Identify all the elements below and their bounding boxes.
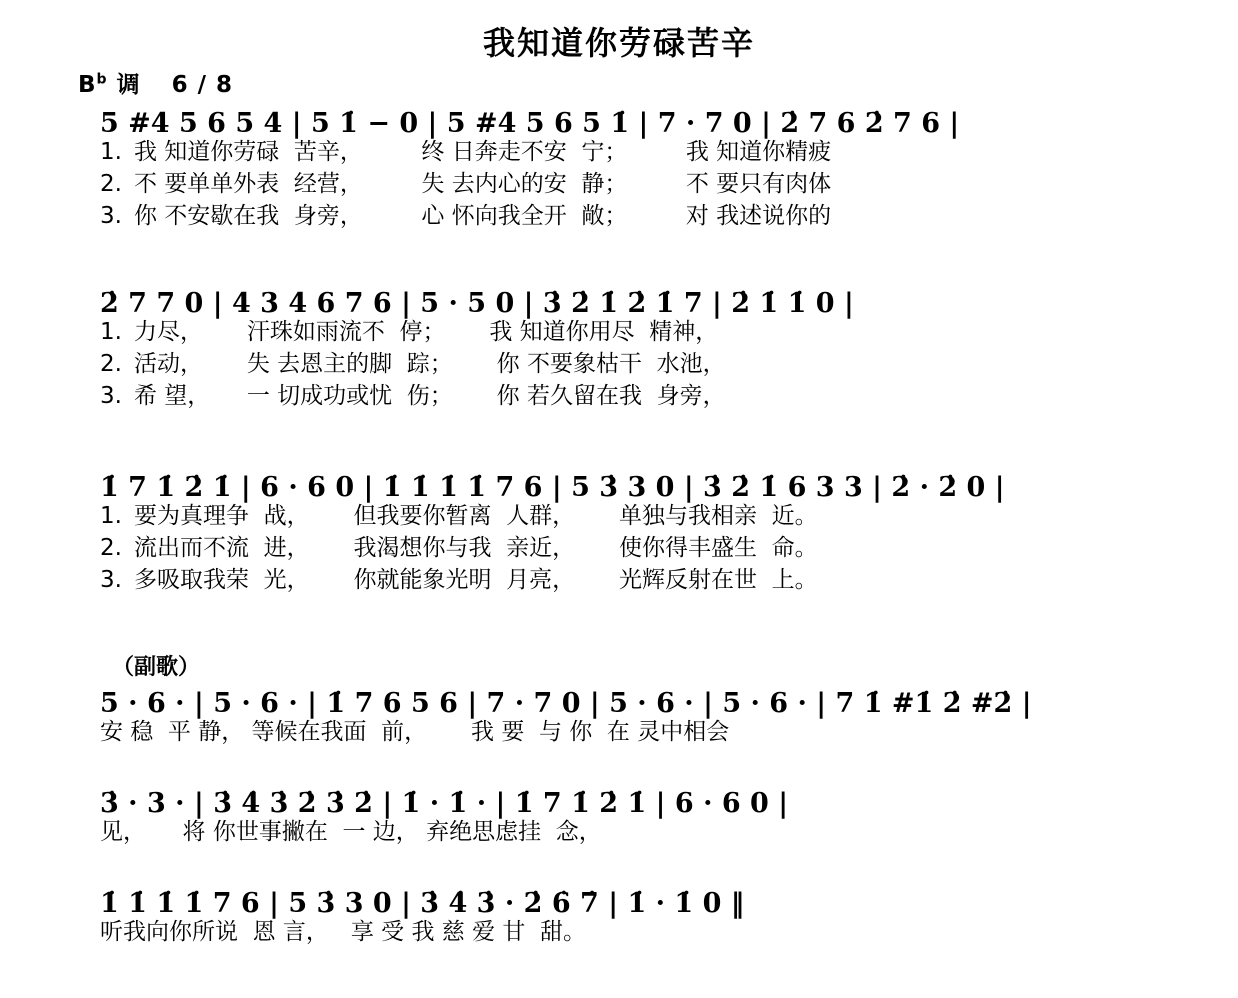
verse-number: 2. (100, 171, 122, 197)
notation-line: 1̇ 7 1̇ 2̇ 1̇ | 6 · 6 0 | 1̇ 1̇ 1̇ 1̇ 7 6 | 5 3̇ 3 0 | 3̇ 2̇ 1̇ 6 3 3 | 2̇ · 2̇ 0 | (100, 472, 1005, 503)
verse-number: 3. (100, 383, 122, 409)
system-1 (100, 110, 1210, 237)
lyric-text: 多吸取我荣 光， 你就能象光明 月亮， 光辉反射在世 上。 (134, 567, 818, 593)
lyric-line (100, 173, 1210, 196)
lyric-line (100, 537, 1210, 560)
lyric-line (100, 569, 1210, 592)
sheet-music-page (0, 18, 1238, 998)
time-signature: 6 / 8 (171, 72, 234, 98)
lyric-line (100, 921, 1210, 944)
lyric-line (100, 821, 1210, 844)
lyric-text: 见， 将 你世事撇在 一 边， 弃绝思虑挂 念， (100, 819, 602, 845)
verse-number: 2. (100, 535, 122, 561)
lyric-line (100, 505, 1210, 528)
system-4 (100, 690, 1210, 753)
lyric-line (100, 353, 1210, 376)
key-letter: B (78, 72, 97, 98)
lyric-line (100, 721, 1210, 744)
page-title: 我知道你劳碌苦辛 (482, 24, 755, 62)
verse-number: 2. (100, 351, 122, 377)
verse-number: 1. (100, 139, 122, 165)
verse-number: 1. (100, 503, 122, 529)
flat-icon: b (96, 71, 108, 88)
notation-line: 5 #4 5 6 5 4 | 5 1̇ − 0 | 5 #4 5 6 5 1̇ | 7 · 7 0 | 2̇ 7 6 2̇ 7 6 | (100, 108, 960, 139)
lyric-line (100, 205, 1210, 228)
lyric-text: 你 不安歇在我 身旁， 心 怀向我全开 敞； 对 我述说你的 (134, 203, 832, 229)
system-6 (100, 890, 1210, 953)
system-5 (100, 790, 1210, 853)
key-signature (78, 66, 233, 99)
chorus-label-text: （副歌） (112, 655, 201, 680)
notation-line: 2̇ 7 7 0 | 4 3 4 6 7 6 | 5 · 5 0 | 3̇ 2̇ 1̇ 2̇ 1̇ 7 | 2̇ 1̇ 1̇ 0 | (100, 288, 854, 319)
system-3 (100, 474, 1210, 601)
notation-line: 3̇ · 3 · | 3̇ 4̇ 3̇ 2̇ 3̇ 2̇ | 1̇ · 1̇ · | 1̇ 7 1̇ 2̇ 1̇ | 6 · 6 0 | (100, 788, 789, 819)
lyric-text: 我 知道你劳碌 苦辛， 终 日奔走不安 宁； 我 知道你精疲 (134, 139, 832, 165)
verse-number: 1. (100, 319, 122, 345)
lyric-line (100, 321, 1210, 344)
lyric-text: 安 稳 平 静， 等候在我面 前， 我 要 与 你 在 灵中相会 (100, 719, 730, 745)
lyric-line (100, 141, 1210, 164)
key-word: 调 (116, 72, 141, 98)
lyric-text: 力尽， 汗珠如雨流不 停； 我 知道你用尽 精神， (134, 319, 719, 345)
lyric-text: 流出而不流 进， 我渴想你与我 亲近， 使你得丰盛生 命。 (134, 535, 818, 561)
verse-number: 3. (100, 203, 122, 229)
notation-line: 1̇ 1̇ 1̇ 1̇ 7 6 | 5 3̇ 3 0 | 3̇ 4̇ 3̇ · 2̇ 6̇ 7̇ | 1̇ · 1̇ 0 ‖ (100, 888, 745, 919)
lyric-text: 不 要单单外表 经营， 失 去内心的安 静； 不 要只有肉体 (134, 171, 832, 197)
system-2 (100, 290, 1210, 417)
lyric-text: 活动， 失 去恩主的脚 踪； 你 不要象枯干 水池， (134, 351, 726, 377)
lyric-text: 要为真理争 战， 但我要你暂离 人群， 单独与我相亲 近。 (134, 503, 818, 529)
verse-number: 3. (100, 567, 122, 593)
lyric-text: 听我向你所说 恩 言， 享 受 我 慈 爱 甘 甜。 (100, 919, 587, 945)
chorus-label (0, 650, 200, 681)
lyric-text: 希 望， 一 切成功或忧 伤； 你 若久留在我 身旁， (134, 383, 726, 409)
lyric-line (100, 385, 1210, 408)
notation-line: 5 · 6 · | 5 · 6 · | 1̇ 7 6 5 6 | 7 · 7 0 | 5 · 6 · | 5 · 6 · | 7 1̇ #1̇ 2̇ #2̇ | (100, 688, 1032, 719)
